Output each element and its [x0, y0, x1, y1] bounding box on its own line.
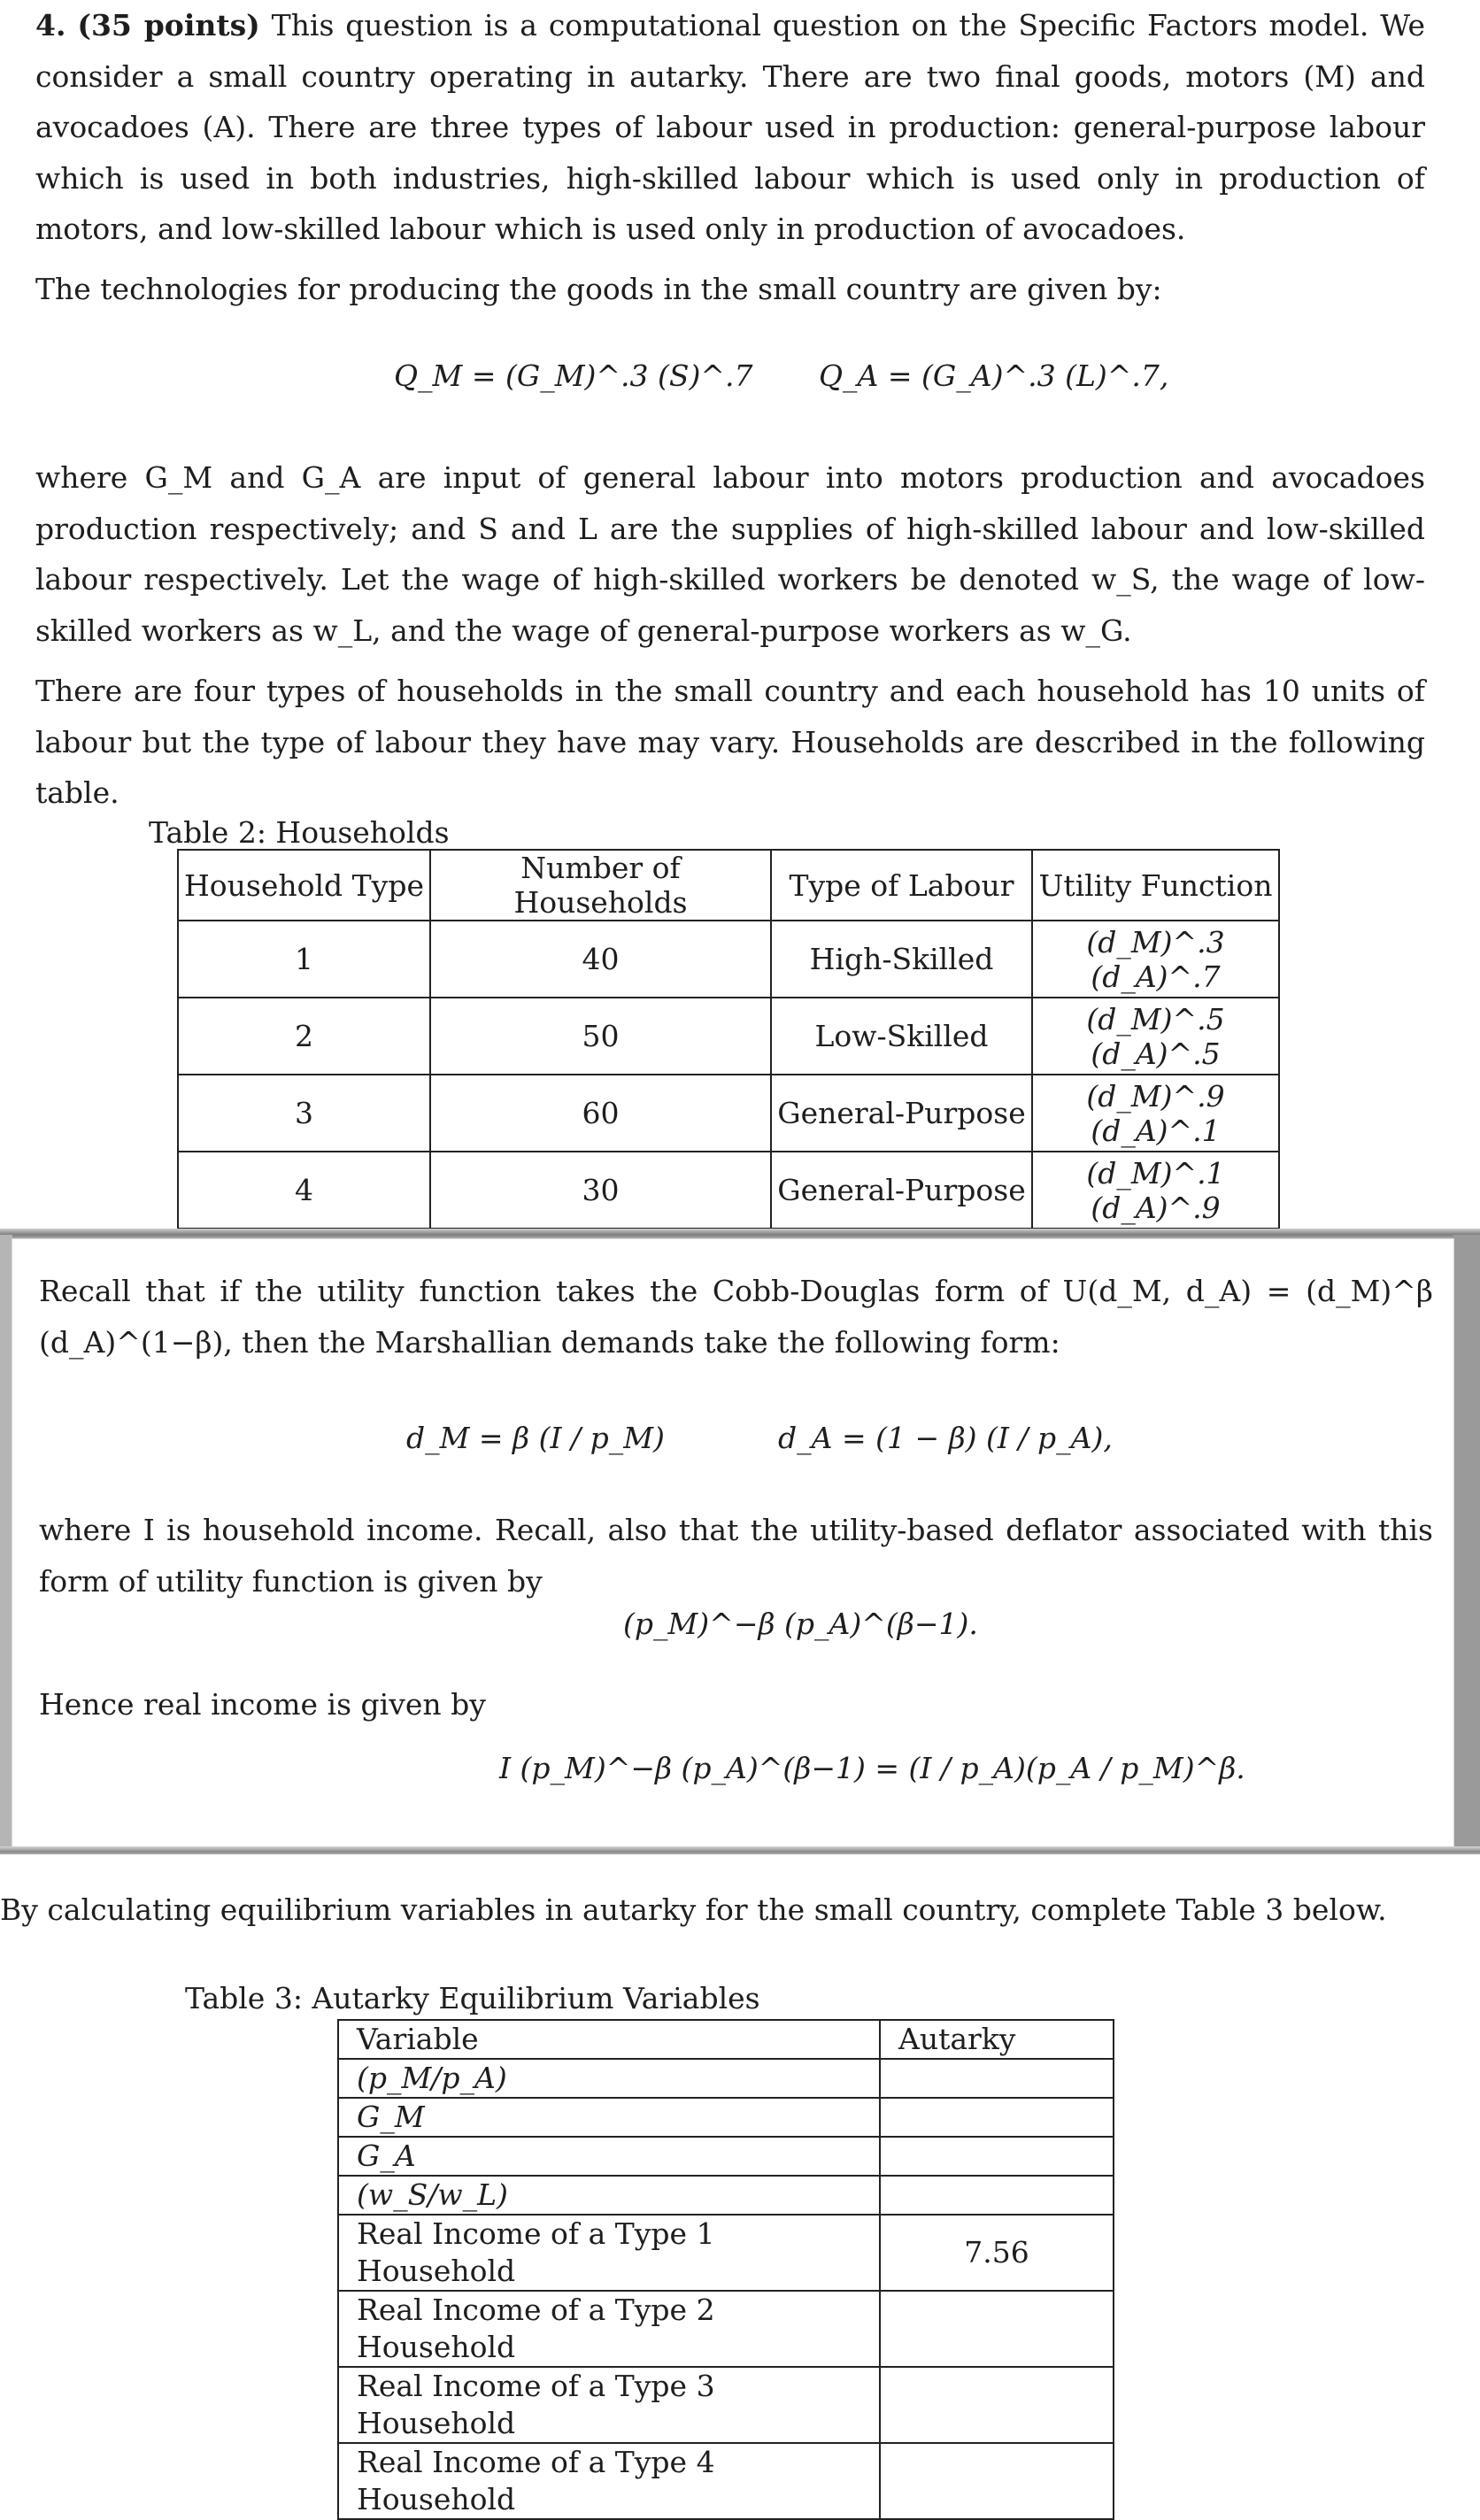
page-section-recall — [12, 1239, 1453, 1850]
table3-caption: Table 3: Autarky Equilibrium Variables — [185, 1981, 760, 2015]
household-type: 3 — [178, 1075, 430, 1152]
recall-cobb-douglas: Recall that if the utility function takes the Cobb-Douglas form of U(d_M, d_A) = (d_M)^β (d_A)^(1−β), then the Marshallian demands take the following form: — [39, 1274, 1433, 1360]
variable-wage-ratio: (w_S/w_L) — [338, 2176, 880, 2215]
table-row — [178, 998, 1279, 1075]
question-intro — [35, 0, 1425, 255]
autarky-value-real-income-type2[interactable] — [880, 2291, 1114, 2367]
autarky-value-ga[interactable] — [880, 2137, 1114, 2176]
table2-caption: Table 2: Households — [149, 815, 450, 850]
autarky-value-wage-ratio[interactable] — [880, 2176, 1114, 2215]
utility-function: (d_M)^.3 (d_A)^.7 — [1032, 921, 1279, 998]
variable-ga: G_A — [338, 2137, 880, 2176]
labour-type: Low-Skilled — [771, 998, 1032, 1075]
page-section-question — [0, 0, 1480, 1235]
variable-real-income-type2: Real Income of a Type 2 Household — [338, 2291, 880, 2367]
variable-gm: G_M — [338, 2098, 880, 2137]
variable-price-ratio: (p_M/p_A) — [338, 2059, 880, 2098]
equation-demand-motors: d_M = β (I / p_M) — [406, 1421, 665, 1455]
question-number: 4. — [35, 8, 66, 42]
header-number-households: Number of Households — [430, 850, 771, 921]
labour-type: High-Skilled — [771, 921, 1032, 998]
table-row — [178, 921, 1279, 998]
autarky-value-price-ratio[interactable] — [880, 2059, 1114, 2098]
equation-real-income: I (p_M)^−β (p_A)^(β−1) = (I / p_A)(p_A / p_M)^β. — [499, 1751, 1245, 1785]
page-section-table3 — [0, 1854, 1480, 2516]
autarky-table — [337, 2019, 1114, 2520]
households-intro: There are four types of households in the small country and each household has 10 units of labour but the type of labour they have may vary. Households are described in the following table. — [35, 674, 1425, 810]
household-count: 40 — [430, 921, 771, 998]
header-type-labour: Type of Labour — [771, 850, 1032, 921]
labour-type: General-Purpose — [771, 1152, 1032, 1229]
labour-type: General-Purpose — [771, 1075, 1032, 1152]
question-points: (35 points) — [77, 8, 260, 42]
table-row — [338, 2215, 1114, 2291]
header-household-type: Household Type — [178, 850, 430, 921]
autarky-value-real-income-type4[interactable] — [880, 2443, 1114, 2519]
header-variable: Variable — [338, 2020, 880, 2059]
household-count: 50 — [430, 998, 771, 1075]
table-row — [338, 2137, 1114, 2176]
autarky-value-real-income-type3[interactable] — [880, 2367, 1114, 2443]
household-type: 2 — [178, 998, 430, 1075]
technology-intro: The technologies for producing the goods in the small country are given by: — [35, 272, 1162, 306]
table-row — [338, 2443, 1114, 2519]
table-header-row — [338, 2020, 1114, 2059]
equation-deflator: (p_M)^−β (p_A)^(β−1). — [623, 1607, 978, 1641]
equation-avocadoes: Q_A = (G_A)^.3 (L)^.7, — [819, 358, 1169, 393]
households-table — [177, 849, 1280, 1229]
equation-demand-avocadoes: d_A = (1 − β) (I / p_A), — [778, 1421, 1113, 1455]
deflator-text: where I is household income. Recall, also that the utility-based deflator associated with this form of utility function is given by — [39, 1513, 1433, 1599]
utility-function: (d_M)^.9 (d_A)^.1 — [1032, 1075, 1279, 1152]
household-type: 4 — [178, 1152, 430, 1229]
autarky-value-real-income-type1[interactable]: 7.56 — [880, 2215, 1114, 2291]
table-row — [338, 2291, 1114, 2367]
autarky-value-gm[interactable] — [880, 2098, 1114, 2137]
technology-explanation: where G_M and G_A are input of general labour into motors production and avocadoes production respectively; and S and L are the supplies of high-skilled labour and low-skilled labour respectively. Let the wage of high-skilled workers be denoted w_S, the wage of low-skilled workers as w_L, and the wage of general-purpose workers as w_G. — [35, 460, 1425, 648]
variable-real-income-type4: Real Income of a Type 4 Household — [338, 2443, 880, 2519]
utility-function: (d_M)^.1 (d_A)^.9 — [1032, 1152, 1279, 1229]
page-edge — [1453, 1235, 1480, 1854]
equation-motors: Q_M = (G_M)^.3 (S)^.7 — [394, 358, 753, 393]
table-row — [338, 2098, 1114, 2137]
table-row — [338, 2367, 1114, 2443]
utility-function: (d_M)^.5 (d_A)^.5 — [1032, 998, 1279, 1075]
table-header-row — [178, 850, 1279, 921]
table-row — [178, 1152, 1279, 1229]
variable-real-income-type3: Real Income of a Type 3 Household — [338, 2367, 880, 2443]
household-type: 1 — [178, 921, 430, 998]
header-autarky: Autarky — [880, 2020, 1114, 2059]
household-count: 30 — [430, 1152, 771, 1229]
table-row — [178, 1075, 1279, 1152]
question-intro-text: This question is a computational question on the Specific Factors model. We consider a small country operating in autarky. There are two final goods, motors (M) and avocadoes (A). There are three types of labour used in production: general-purpose labour which is used in both industries, high-skilled labour which is used only in production of motors, and low-skilled labour which is used only in production of avocadoes. — [35, 8, 1425, 246]
table-row — [338, 2176, 1114, 2215]
instruction-text: By calculating equilibrium variables in autarky for the small country, complete Table 3 below. — [0, 1892, 1387, 1927]
page-edge — [0, 1235, 12, 1854]
real-income-text: Hence real income is given by — [39, 1687, 486, 1722]
header-utility-function: Utility Function — [1032, 850, 1279, 921]
variable-real-income-type1: Real Income of a Type 1 Household — [338, 2215, 880, 2291]
table-row — [338, 2059, 1114, 2098]
household-count: 60 — [430, 1075, 771, 1152]
